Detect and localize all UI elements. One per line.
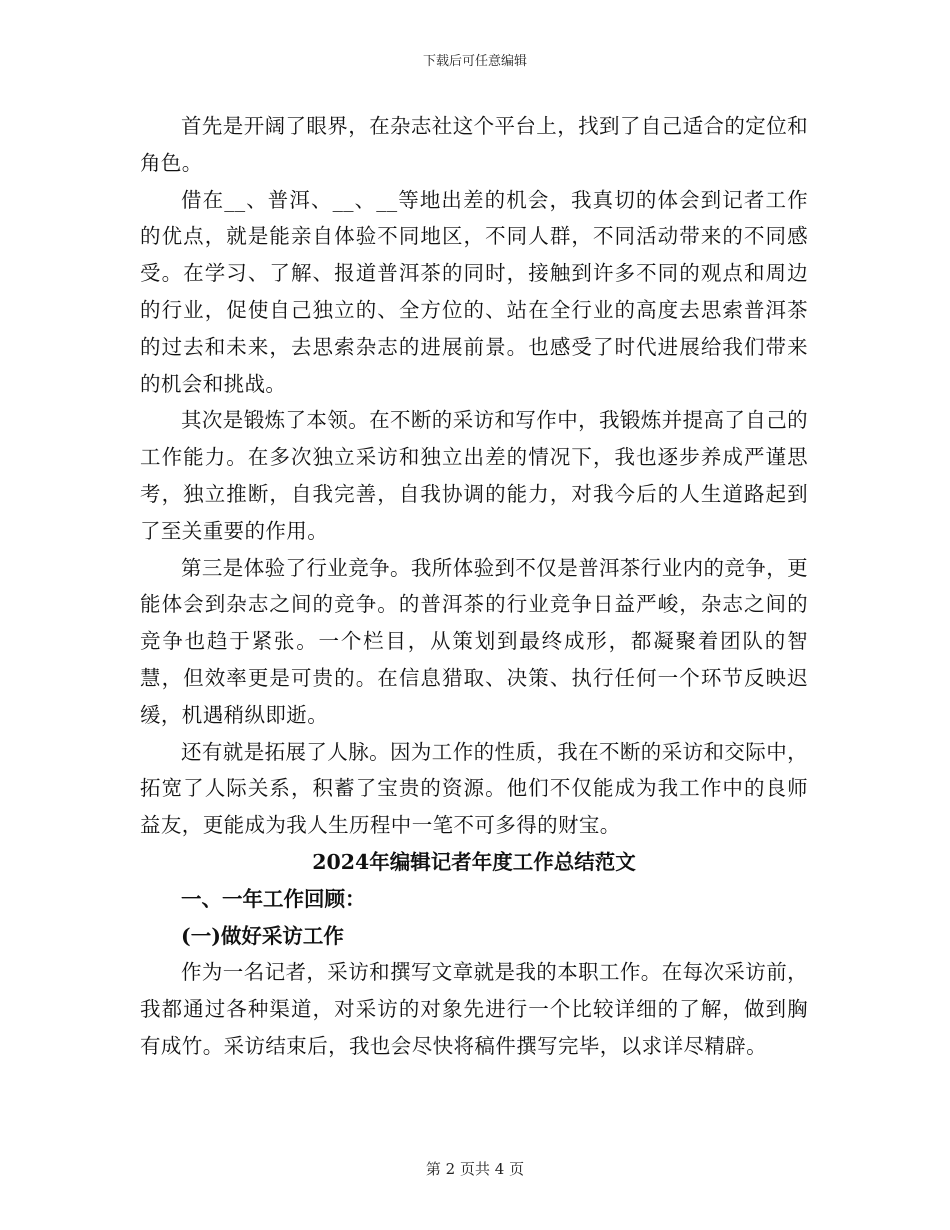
paragraph-business-trips: 借在__、普洱、__、__等地出差的机会，我真切的体会到记者工作的优点，就是能亲自体验不同地区，不同人群，不同活动带来的不同感受。在学习、了解、报道普洱茶的同时，接触到许多不同的观点和周边的行业，促使自己独立的、全方位的、站在全行业的高度去思索普洱茶的过去和未来，去思索杂志的进展前景。也感受了时代进展给我们带来的机会和挑战。 [140, 187, 808, 396]
paragraph-skills-training: 其次是锻炼了本领。在不断的采访和写作中，我锻炼并提高了自己的工作能力。在多次独立采访和独立出差的情况下，我也逐步养成严谨思考，独立推断，自我完善，自我协调的能力，对我今后的人生道路起到了至关重要的作用。 [140, 408, 808, 543]
page-header: 下载后可任意编辑 [422, 54, 527, 69]
document-body [140, 108, 808, 1065]
document-title: 2024年编辑记者年度工作总结范文 [312, 849, 636, 874]
paragraph-broadened-horizons: 首先是开阔了眼界，在杂志社这个平台上，找到了自己适合的定位和角色。 [140, 114, 808, 175]
paragraph-industry-competition: 第三是体验了行业竞争。我所体验到不仅是普洱茶行业内的竞争，更能体会到杂志之间的竞争。的普洱茶的行业竞争日益严峻，杂志之间的竞争也趋于紧张。一个栏目，从策划到最终成形，都凝聚着团队的智慧，但效率更是可贵的。在信息猎取、决策、执行任何一个环节反映迟缓，机遇稍纵即逝。 [140, 555, 808, 727]
subsection-heading-interviews: (一)做好采访工作 [181, 923, 344, 948]
page-number-footer: 第 2 页共 4 页 [425, 1160, 525, 1178]
section-heading-review: 一、一年工作回顾： [181, 886, 366, 911]
paragraph-network-expansion: 还有就是拓展了人脉。因为工作的性质，我在不断的采访和交际中，拓宽了人际关系，积蓄了宝贵的资源。他们不仅能成为我工作中的良师益友，更能成为我人生历程中一笔不可多得的财宝。 [140, 739, 808, 838]
paragraph-interview-work: 作为一名记者，采访和撰写文章就是我的本职工作。在每次采访前，我都通过各种渠道，对采访的对象先进行一个比较详细的了解，做到胸有成竹。采访结束后，我也会尽快将稿件撰写完毕，以求详尽精辟。 [140, 960, 808, 1058]
